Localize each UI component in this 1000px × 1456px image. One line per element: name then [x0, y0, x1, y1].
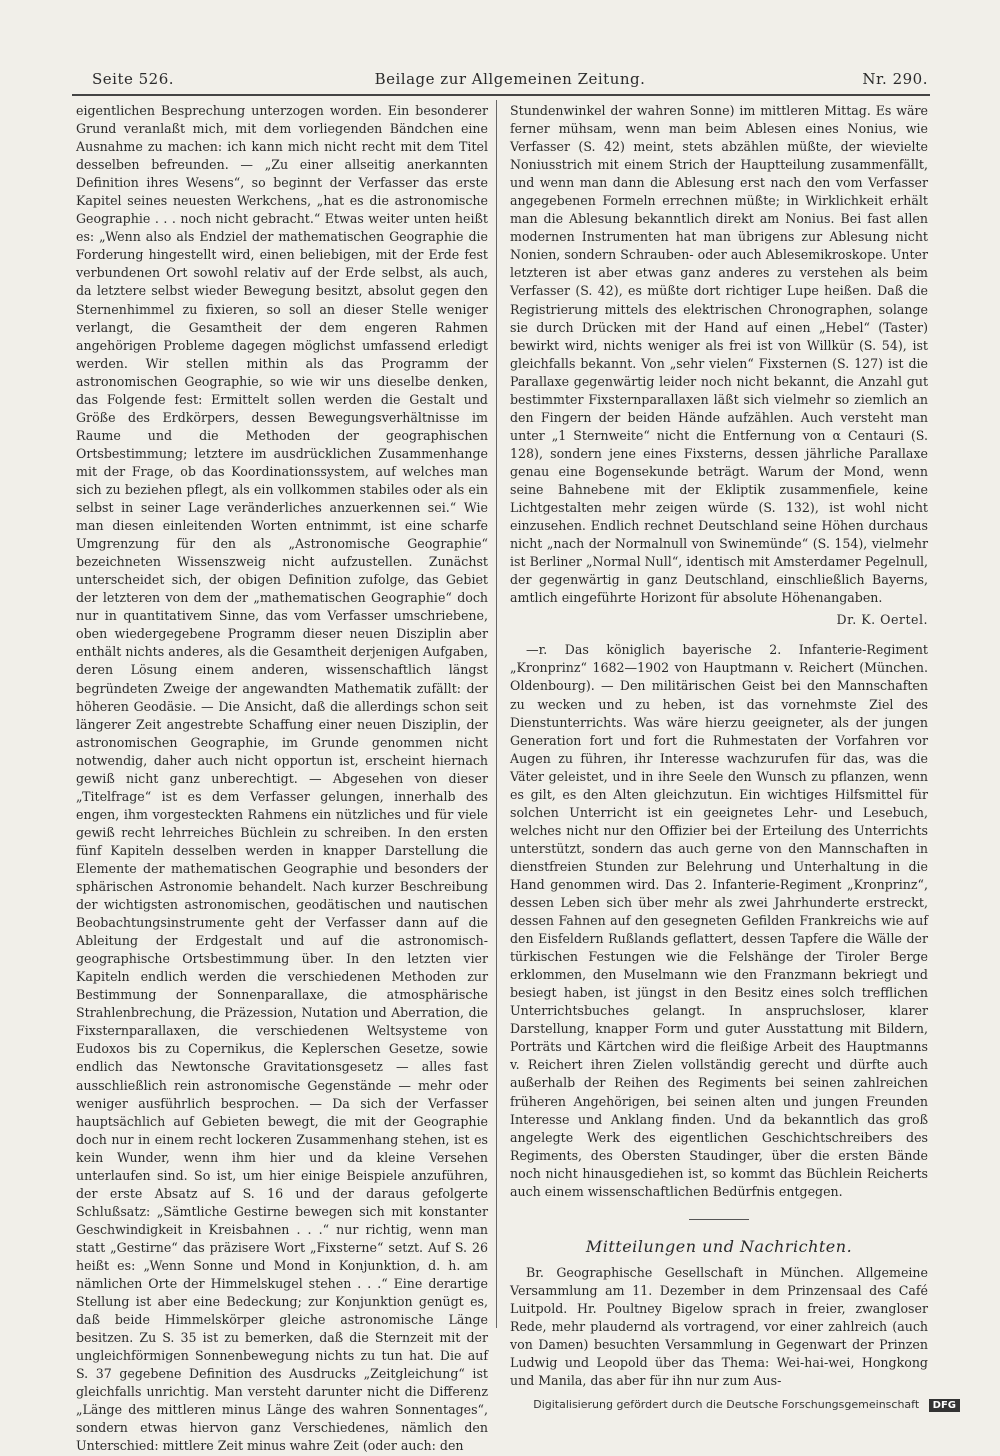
society-report: Br. Geographische Gesellschaft in München. Allgemeine Versammlung am 11. Dezember in dem Prinzensaal des Café Luitpold. Hr. Poultney Bigelow sprach in freier, zwangloser Rede, mehr plaudernd als vortragend, vor einer zahlreich (auch von Damen) besuchten Versammlung in Gegenwart der Prinzen Ludwig und Leopold über das Thema: Wei-hai-wei, Hongkong und Manila, das aber für ihn nur zum Aus- — [510, 1264, 928, 1389]
header-rule — [72, 94, 930, 96]
section-separator — [689, 1219, 749, 1220]
review-continuation: Stundenwinkel der wahren Sonne) im mittleren Mittag. Es wäre ferner mühsam, wenn man beim Ablesen eines Nonius, wie Verfasser (S. 42) meint, stets abzählen müßte, der wievielte Noniusstrich mit einem Strich der Hauptteilung zusammenfällt, und wenn man dann die Ablesung erst nach den vom Verfasser angegebenen Formeln errechnen müßte; in Wirklichkeit erhält man die Ablesung bekanntlich direkt am Nonius. Bei fast allen modernen Instrumenten hat man übrigens zur Ablesung nicht Nonien, sondern Schrauben- oder auch Ablesemikroskope. Unter letzteren ist aber etwas ganz anderes zu verstehen als beim Verfasser (S. 42), es müßte dort richtiger Lupe heißen. Daß die Registrierung mittels des elektrischen Chronographen, solange sie durch Drücken mit der Hand auf einen „Hebel“ (Taster) bewirkt wird, nichts weniger als frei ist von Willkür (S. 54), ist gleichfalls bekannt. Von „sehr vielen“ Fixsternen (S. 127) ist die Parallaxe gegenwärtig leider noch nicht bekannt, die Anzahl gut bestimmter Fixsternparallaxen läßt sich vielmehr so ziemlich an den Fingern der beiden Hände aufzählen. Auch versteht man unter „1 Sternweite“ nicht die Entfernung von α Centauri (S. 128), sondern jene eines Fixsterns, dessen jährliche Parallaxe genau eine Bogensekunde beträgt. Warum der Mond, wenn seine Bahnebene mit der Ekliptik zusammenfiele, keine Lichtgestalten mehr zeigen würde (S. 132), ist wohl nicht einzusehen. Endlich rechnet Deutschland seine Höhen durchaus nicht „nach der Normalnull von Swinemünde“ (S. 154), vielmehr ist Berliner „Normal Null“, identisch mit Amsterdamer Pegelnull, der gegenwärtig in ganz Deutschland, einschließlich Bayerns, amtlich eingeführte Horizont für absolute Höhenangaben. — [510, 103, 928, 606]
right-column — [510, 102, 928, 1390]
left-column — [76, 102, 488, 1456]
page-header — [92, 66, 928, 94]
column-divider — [496, 100, 497, 1328]
credit-text: Digitalisierung gefördert durch die Deutsche Forschungsgemeinschaft — [533, 1398, 920, 1411]
issue-number: Nr. 290. — [862, 70, 928, 88]
left-column-text: eigentlichen Besprechung unterzogen worden. Ein besonderer Grund veranlaßt mich, mit dem vorliegenden Bändchen eine Ausnahme zu machen: ich kann mich nicht recht mit dem Titel desselben befreunden. — „Zu einer allseitig anerkannten Definition ihres Wesens“, so beginnt der Verfasser das erste Kapitel seines neuesten Werkchens, „hat es die astronomische Geographie . . . noch nicht gebracht.“ Etwas weiter unten heißt es: „Wenn also als Endziel der mathematischen Geographie die Forderung hingestellt wird, einen beliebigen, mit der Erde fest verbundenen Ort sowohl relativ auf der Erde selbst, als auch, da letztere selbst wieder Bewegung besitzt, absolut gegen den Sternenhimmel zu fixieren, so soll an dieser Stelle weniger verlangt, die Gesamtheit der dem engeren Rahmen angehörigen Probleme dagegen möglichst umfassend erledigt werden. Wir stellen mithin als das Programm der astronomischen Geographie, so wie wir uns dieselbe denken, das Folgende fest: Ermittelt sollen werden die Gestalt und Größe des Erdkörpers, dessen Bewegungsverhältnisse im Raume und die Methoden der geographischen Ortsbestimmung; letztere im ausdrücklichen Zusammenhange mit der Frage, ob das Koordinationssystem, auf welches man sich zu beziehen pflegt, als ein vollkommen stabiles oder als ein selbst in seiner Lage veränderliches anzuerkennen sei.“ Wie man diesen einleitenden Worten entnimmt, ist eine scharfe Umgrenzung für den als „Astronomische Geographie“ bezeichneten Wissenszweig nicht aufzustellen. Zunächst unterscheidet sich, der obigen Definition zufolge, das Gebiet der letzteren von dem der „mathematischen Geographie“ doch nur in quantitativem Sinne, das vom Verfasser umschriebene, oben wiedergegebene Programm dieser neuen Disziplin aber enthält nichts anderes, als die Gesamtheit derjenigen Aufgaben, deren Lösung einem anderen, wissenschaftlich längst begründeten Zweige der angewandten Mathematik zufällt: der höheren Geodäsie. — Die Ansicht, daß die allerdings schon seit längerer Zeit angestrebte Schaffung einer neuen Disziplin, der astronomischen Geographie, im Grunde genommen nicht notwendig, daher auch nicht opportun ist, erscheint hiernach gewiß nicht ganz unberechtigt. — Abgesehen von dieser „Titelfrage“ ist es dem Verfasser gelungen, innerhalb des engen, ihm vorgesteckten Rahmens ein nützliches und für viele gewiß recht lehrreiches Büchlein zu schreiben. In den ersten fünf Kapiteln desselben werden in knapper Darstellung die Elemente der mathematischen Geographie und besonders der sphärischen Astronomie behandelt. Nach kurzer Beschreibung der wichtigsten astronomischen, geodätischen und nautischen Beobachtungsinstrumente geht der Verfasser dann auf die Ableitung der Erdgestalt und auf die astronomisch-geographische Ortsbestimmung über. In den letzten vier Kapiteln endlich werden die verschiedenen Methoden zur Bestimmung der Sonnenparallaxe, die atmosphärische Strahlenbrechung, die Präzession, Nutation und Aberration, die Fixsternparallaxen, die verschiedenen Weltsysteme von Eudoxos bis zu Copernikus, die Keplerschen Gesetze, sowie endlich das Newtonsche Gravitationsgesetz — alles fast ausschließlich rein astronomische Gegenstände — mehr oder weniger ausführlich besprochen. — Da sich der Verfasser hauptsächlich auf Gebieten bewegt, die mit der Geographie doch nur in einem recht lockeren Zusammenhang stehen, ist es kein Wunder, wenn ihm hier und da kleine Versehen unterlaufen sind. So ist, um hier einige Beispiele anzuführen, der erste Absatz auf S. 16 und der daraus gefolgerte Schlußsatz: „Sämtliche Gestirne bewegen sich mit konstanter Geschwindigkeit in Kreisbahnen . . .“ nur richtig, wenn man statt „Gestirne“ das präzisere Wort „Fixsterne“ setzt. Auf S. 26 heißt es: „Wenn Sonne und Mond in Konjunktion, d. h. am nämlichen Orte der Himmelskugel stehen . . .“ Eine derartige Stellung ist aber eine Bedeckung; zur Konjunktion genügt es, daß beide Himmelskörper gleiche astronomische Länge besitzen. Zu S. 35 ist zu bemerken, daß die Sternzeit mit der ungleichförmigen Sonnenbewegung nichts zu tun hat. Die auf S. 37 gegebene Definition des Ausdrucks „Zeitgleichung“ ist gleichfalls unrichtig. Man versteht darunter nicht die Differenz „Länge des mittleren minus Länge des wahren Sonnentages“, sondern etwas hiervon ganz Verschiedenes, nämlich den Unterschied: mittlere Zeit minus wahre Zeit (oder auch: den — [76, 103, 488, 1454]
publication-title: Beilage zur Allgemeinen Zeitung. — [374, 70, 646, 88]
digitization-credit — [533, 1398, 960, 1412]
dfg-logo: DFG — [929, 1399, 960, 1412]
review-signature: Dr. K. Oertel. — [836, 612, 928, 628]
section-heading: Mitteilungen und Nachrichten. — [585, 1236, 853, 1256]
page-number: Seite 526. — [92, 70, 175, 88]
regiment-review: —r. Das königlich bayerische 2. Infanterie-Regiment „Kronprinz“ 1682—1902 von Hauptmann v. Reichert (München. Oldenbourg). — Den militärischen Geist bei den Mannschaften zu wecken und zu heben, ist das vornehmste Ziel des Dienstunterrichts. Was wäre hierzu geeigneter, als der jungen Generation fort und fort die Ruhmestaten der Vorfahren vor Augen zu führen, ihr Interesse wachzurufen für das, was die Väter geleistet, und in ihre Seele den Wunsch zu pflanzen, wenn es gilt, es den Alten gleichzutun. Ein wichtiges Hilfsmittel für solchen Unterricht ist ein geeignetes Lehr- und Lesebuch, welches nicht nur den Offizier bei der Erteilung des Unterrichts unterstützt, sondern das auch gerne von den Mannschaften in dienstfreien Stunden zur Belehrung und Unterhaltung in die Hand genommen wird. Das 2. Infanterie-Regiment „Kronprinz“, dessen Leben sich über mehr als zwei Jahrhunderte erstreckt, dessen Fahnen auf den gesegneten Gefilden Frankreichs wie auf den Eisfeldern Rußlands geflattert, dessen Tapfere die Wälle der türkischen Festungen wie die Felshänge der Tiroler Berge erklommen, den Muselmann wie den Franzmann bekriegt und besiegt haben, ist jüngst in den Besitz eines solch trefflichen Unterrichtsbuches gelangt. In anspruchsloser, klarer Darstellung, knapper Form und guter Ausstattung mit Bildern, Porträts und Kärtchen wird die fleißige Arbeit des Hauptmanns v. Reichert ihren Zielen vollständig gerecht und dürfte auch außerhalb der Reihen des Regiments bei seinen zahlreichen früheren Angehörigen, bei seinen alten und jungen Freunden Interesse und Anklang finden. Und da bekanntlich das groß angelegte Werk des eigentlichen Geschichtschreibers des Regiments, des Obersten Staudinger, über die ersten Bände noch nicht hinausgediehen ist, so kommt das Büchlein Reicherts auch einem wissenschaftlichen Bedürfnis entgegen. — [510, 642, 928, 1199]
